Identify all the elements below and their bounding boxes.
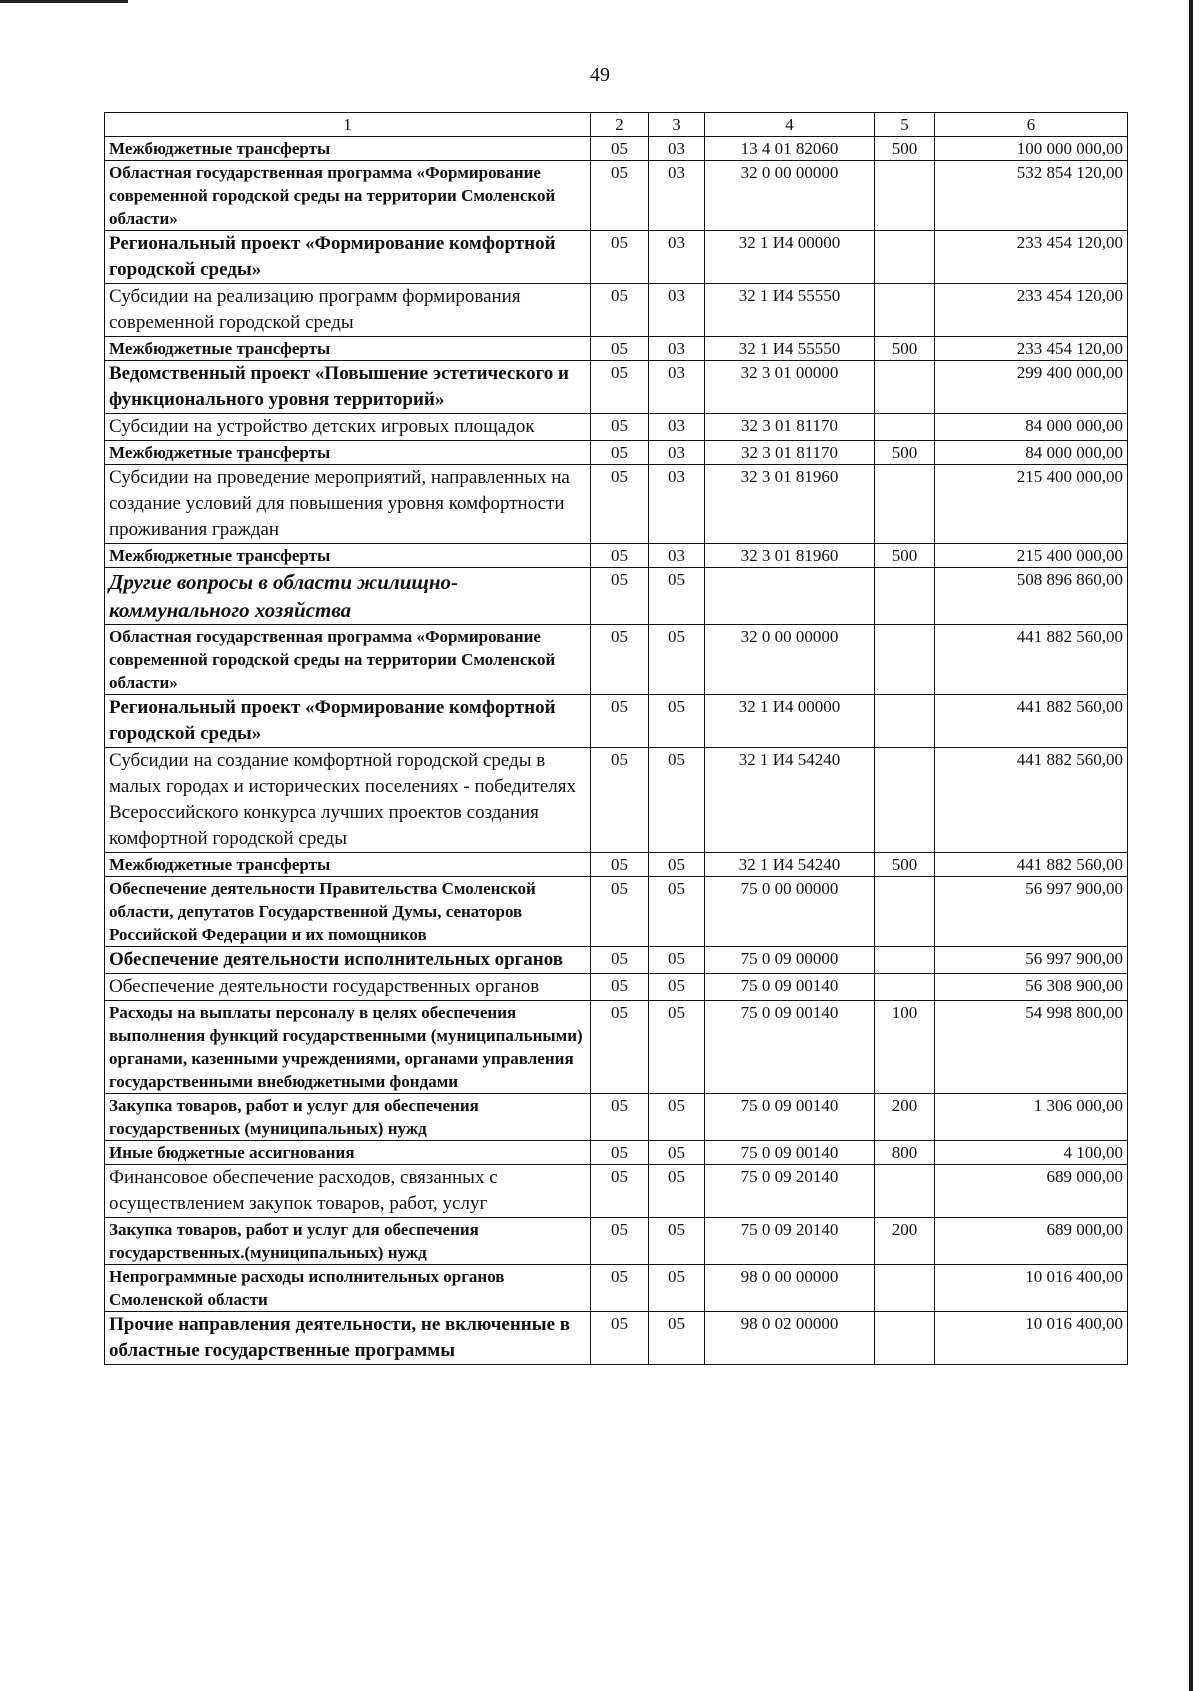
row-section: 05 (591, 625, 649, 695)
row-section: 05 (591, 1218, 649, 1265)
row-amount: 233 454 120,00 (935, 284, 1128, 337)
table-row (105, 414, 1128, 441)
table-row (105, 877, 1128, 947)
table-row (105, 465, 1128, 544)
row-target-code: 32 1 И4 55550 (705, 284, 875, 337)
row-subsection: 05 (649, 1094, 705, 1141)
row-target-code: 75 0 09 20140 (705, 1165, 875, 1218)
row-name: Региональный проект «Формирование комфортной городской среды» (105, 695, 591, 748)
header-col-6: 6 (935, 113, 1128, 137)
row-subsection: 05 (649, 748, 705, 853)
row-expense-type (875, 695, 935, 748)
row-subsection: 03 (649, 361, 705, 414)
row-subsection: 03 (649, 231, 705, 284)
row-amount: 441 882 560,00 (935, 853, 1128, 877)
row-amount: 215 400 000,00 (935, 465, 1128, 544)
table-row (105, 1094, 1128, 1141)
row-subsection: 05 (649, 1265, 705, 1312)
row-amount: 441 882 560,00 (935, 748, 1128, 853)
row-amount: 689 000,00 (935, 1218, 1128, 1265)
row-amount: 1 306 000,00 (935, 1094, 1128, 1141)
row-amount: 441 882 560,00 (935, 625, 1128, 695)
row-target-code: 75 0 09 00140 (705, 1094, 875, 1141)
row-amount: 10 016 400,00 (935, 1265, 1128, 1312)
row-amount: 233 454 120,00 (935, 337, 1128, 361)
row-section: 05 (591, 1001, 649, 1094)
row-amount: 508 896 860,00 (935, 568, 1128, 625)
row-expense-type: 500 (875, 544, 935, 568)
row-section: 05 (591, 161, 649, 231)
row-subsection: 05 (649, 1312, 705, 1365)
row-expense-type (875, 1165, 935, 1218)
row-name: Субсидии на проведение мероприятий, направленных на создание условий для повышения уровня комфортности проживания граждан (105, 465, 591, 544)
row-target-code: 75 0 00 00000 (705, 877, 875, 947)
row-name: Межбюджетные трансферты (105, 337, 591, 361)
row-expense-type (875, 284, 935, 337)
row-expense-type (875, 877, 935, 947)
row-section: 05 (591, 568, 649, 625)
row-name: Региональный проект «Формирование комфортной городской среды» (105, 231, 591, 284)
row-name: Непрограммные расходы исполнительных органов Смоленской области (105, 1265, 591, 1312)
row-name: Прочие направления деятельности, не включенные в областные государственные программы (105, 1312, 591, 1365)
table-row (105, 1218, 1128, 1265)
row-target-code: 32 1 И4 54240 (705, 853, 875, 877)
row-amount: 299 400 000,00 (935, 361, 1128, 414)
row-name: Областная государственная программа «Формирование современной городской среды на территории Смоленской области» (105, 161, 591, 231)
row-target-code: 75 0 09 00140 (705, 1001, 875, 1094)
row-amount: 10 016 400,00 (935, 1312, 1128, 1365)
row-expense-type (875, 361, 935, 414)
row-target-code: 75 0 09 00140 (705, 974, 875, 1001)
row-name: Финансовое обеспечение расходов, связанных с осуществлением закупок товаров, работ, услуг (105, 1165, 591, 1218)
row-target-code: 75 0 09 00000 (705, 947, 875, 974)
row-target-code: 32 3 01 81170 (705, 414, 875, 441)
row-subsection: 05 (649, 974, 705, 1001)
row-amount: 100 000 000,00 (935, 137, 1128, 161)
table-row (105, 625, 1128, 695)
page-number: 49 (590, 64, 610, 86)
row-name: Ведомственный проект «Повышение эстетического и функционального уровня территорий» (105, 361, 591, 414)
row-target-code: 32 3 01 81960 (705, 544, 875, 568)
table-body (105, 137, 1128, 1365)
row-section: 05 (591, 1094, 649, 1141)
row-subsection: 05 (649, 1001, 705, 1094)
table-row (105, 161, 1128, 231)
row-amount: 4 100,00 (935, 1141, 1128, 1165)
row-expense-type: 100 (875, 1001, 935, 1094)
row-subsection: 05 (649, 877, 705, 947)
row-section: 05 (591, 947, 649, 974)
row-expense-type: 200 (875, 1094, 935, 1141)
row-expense-type (875, 748, 935, 853)
row-subsection: 05 (649, 695, 705, 748)
row-subsection: 03 (649, 441, 705, 465)
table-row (105, 1141, 1128, 1165)
row-subsection: 05 (649, 625, 705, 695)
table-row (105, 974, 1128, 1001)
row-name: Областная государственная программа «Формирование современной городской среды на территории Смоленской области» (105, 625, 591, 695)
table-row (105, 284, 1128, 337)
row-subsection: 05 (649, 1165, 705, 1218)
row-section: 05 (591, 337, 649, 361)
row-section: 05 (591, 137, 649, 161)
row-target-code: 98 0 00 00000 (705, 1265, 875, 1312)
row-target-code: 32 3 01 81960 (705, 465, 875, 544)
row-target-code: 32 1 И4 00000 (705, 231, 875, 284)
row-section: 05 (591, 231, 649, 284)
row-section: 05 (591, 748, 649, 853)
row-expense-type: 500 (875, 137, 935, 161)
row-amount: 84 000 000,00 (935, 441, 1128, 465)
row-name: Обеспечение деятельности Правительства Смоленской области, депутатов Государственной Думы, сенаторов Российской Федерации и их помощников (105, 877, 591, 947)
table-row (105, 695, 1128, 748)
row-amount: 215 400 000,00 (935, 544, 1128, 568)
row-target-code: 32 1 И4 54240 (705, 748, 875, 853)
row-target-code (705, 568, 875, 625)
header-col-1: 1 (105, 113, 591, 137)
row-expense-type (875, 1265, 935, 1312)
table-row (105, 137, 1128, 161)
row-amount: 54 998 800,00 (935, 1001, 1128, 1094)
row-amount: 56 308 900,00 (935, 974, 1128, 1001)
table-row (105, 1312, 1128, 1365)
row-section: 05 (591, 284, 649, 337)
row-subsection: 03 (649, 337, 705, 361)
row-target-code: 32 0 00 00000 (705, 161, 875, 231)
row-target-code: 75 0 09 20140 (705, 1218, 875, 1265)
header-col-3: 3 (649, 113, 705, 137)
row-expense-type: 200 (875, 1218, 935, 1265)
table-row (105, 337, 1128, 361)
row-expense-type (875, 947, 935, 974)
row-amount: 56 997 900,00 (935, 877, 1128, 947)
row-section: 05 (591, 1312, 649, 1365)
row-subsection: 03 (649, 544, 705, 568)
table-row (105, 748, 1128, 853)
row-section: 05 (591, 1265, 649, 1312)
row-target-code: 32 0 00 00000 (705, 625, 875, 695)
row-name: Межбюджетные трансферты (105, 137, 591, 161)
row-subsection: 05 (649, 1218, 705, 1265)
row-expense-type (875, 625, 935, 695)
header-col-4: 4 (705, 113, 875, 137)
table-row (105, 361, 1128, 414)
row-section: 05 (591, 877, 649, 947)
row-target-code: 75 0 09 00140 (705, 1141, 875, 1165)
table-row (105, 853, 1128, 877)
row-name: Межбюджетные трансферты (105, 853, 591, 877)
row-subsection: 05 (649, 853, 705, 877)
row-section: 05 (591, 1165, 649, 1218)
row-name: Закупка товаров, работ и услуг для обеспечения государственных (муниципальных) нужд (105, 1094, 591, 1141)
row-subsection: 03 (649, 137, 705, 161)
header-col-2: 2 (591, 113, 649, 137)
row-expense-type (875, 414, 935, 441)
row-amount: 689 000,00 (935, 1165, 1128, 1218)
row-section: 05 (591, 465, 649, 544)
row-target-code: 98 0 02 00000 (705, 1312, 875, 1365)
row-subsection: 03 (649, 161, 705, 231)
table-row (105, 568, 1128, 625)
row-target-code: 32 3 01 81170 (705, 441, 875, 465)
row-section: 05 (591, 544, 649, 568)
row-section: 05 (591, 695, 649, 748)
row-expense-type (875, 1312, 935, 1365)
row-section: 05 (591, 361, 649, 414)
row-name: Расходы на выплаты персоналу в целях обеспечения выполнения функций государственными (муниципальными) органами, казенными учреждениями, органами управления государственными внебюджетными фондами (105, 1001, 591, 1094)
table-row (105, 947, 1128, 974)
row-expense-type: 500 (875, 441, 935, 465)
scan-artifact-line (0, 0, 128, 3)
table-row (105, 441, 1128, 465)
row-target-code: 13 4 01 82060 (705, 137, 875, 161)
scan-edge-border (1189, 0, 1193, 1691)
row-target-code: 32 1 И4 55550 (705, 337, 875, 361)
row-amount: 56 997 900,00 (935, 947, 1128, 974)
row-name: Обеспечение деятельности государственных органов (105, 974, 591, 1001)
row-name: Субсидии на создание комфортной городской среды в малых городах и исторических поселениях - победителях Всероссийского конкурса лучших проектов создания комфортной городской среды (105, 748, 591, 853)
row-name: Другие вопросы в области жилищно-коммунального хозяйства (105, 568, 591, 625)
budget-table (104, 112, 1128, 1365)
row-expense-type: 500 (875, 853, 935, 877)
table-header-row (105, 113, 1128, 137)
row-target-code: 32 1 И4 00000 (705, 695, 875, 748)
header-col-5: 5 (875, 113, 935, 137)
table-row (105, 1265, 1128, 1312)
row-name: Межбюджетные трансферты (105, 544, 591, 568)
table-row (105, 544, 1128, 568)
row-expense-type (875, 568, 935, 625)
row-name: Иные бюджетные ассигнования (105, 1141, 591, 1165)
row-expense-type (875, 465, 935, 544)
table-row (105, 231, 1128, 284)
row-name: Субсидии на устройство детских игровых площадок (105, 414, 591, 441)
row-target-code: 32 3 01 00000 (705, 361, 875, 414)
row-name: Субсидии на реализацию программ формирования современной городской среды (105, 284, 591, 337)
row-amount: 532 854 120,00 (935, 161, 1128, 231)
row-name: Межбюджетные трансферты (105, 441, 591, 465)
row-section: 05 (591, 974, 649, 1001)
row-subsection: 03 (649, 284, 705, 337)
row-expense-type (875, 231, 935, 284)
row-amount: 233 454 120,00 (935, 231, 1128, 284)
row-amount: 441 882 560,00 (935, 695, 1128, 748)
row-subsection: 05 (649, 1141, 705, 1165)
row-subsection: 03 (649, 414, 705, 441)
row-subsection: 03 (649, 465, 705, 544)
table-row (105, 1001, 1128, 1094)
row-name: Обеспечение деятельности исполнительных органов (105, 947, 591, 974)
row-expense-type: 500 (875, 337, 935, 361)
row-name: Закупка товаров, работ и услуг для обеспечения государственных.(муниципальных) нужд (105, 1218, 591, 1265)
row-section: 05 (591, 1141, 649, 1165)
row-expense-type (875, 161, 935, 231)
row-subsection: 05 (649, 568, 705, 625)
row-expense-type: 800 (875, 1141, 935, 1165)
row-section: 05 (591, 441, 649, 465)
row-section: 05 (591, 414, 649, 441)
row-expense-type (875, 974, 935, 1001)
row-amount: 84 000 000,00 (935, 414, 1128, 441)
row-section: 05 (591, 853, 649, 877)
row-subsection: 05 (649, 947, 705, 974)
table-row (105, 1165, 1128, 1218)
